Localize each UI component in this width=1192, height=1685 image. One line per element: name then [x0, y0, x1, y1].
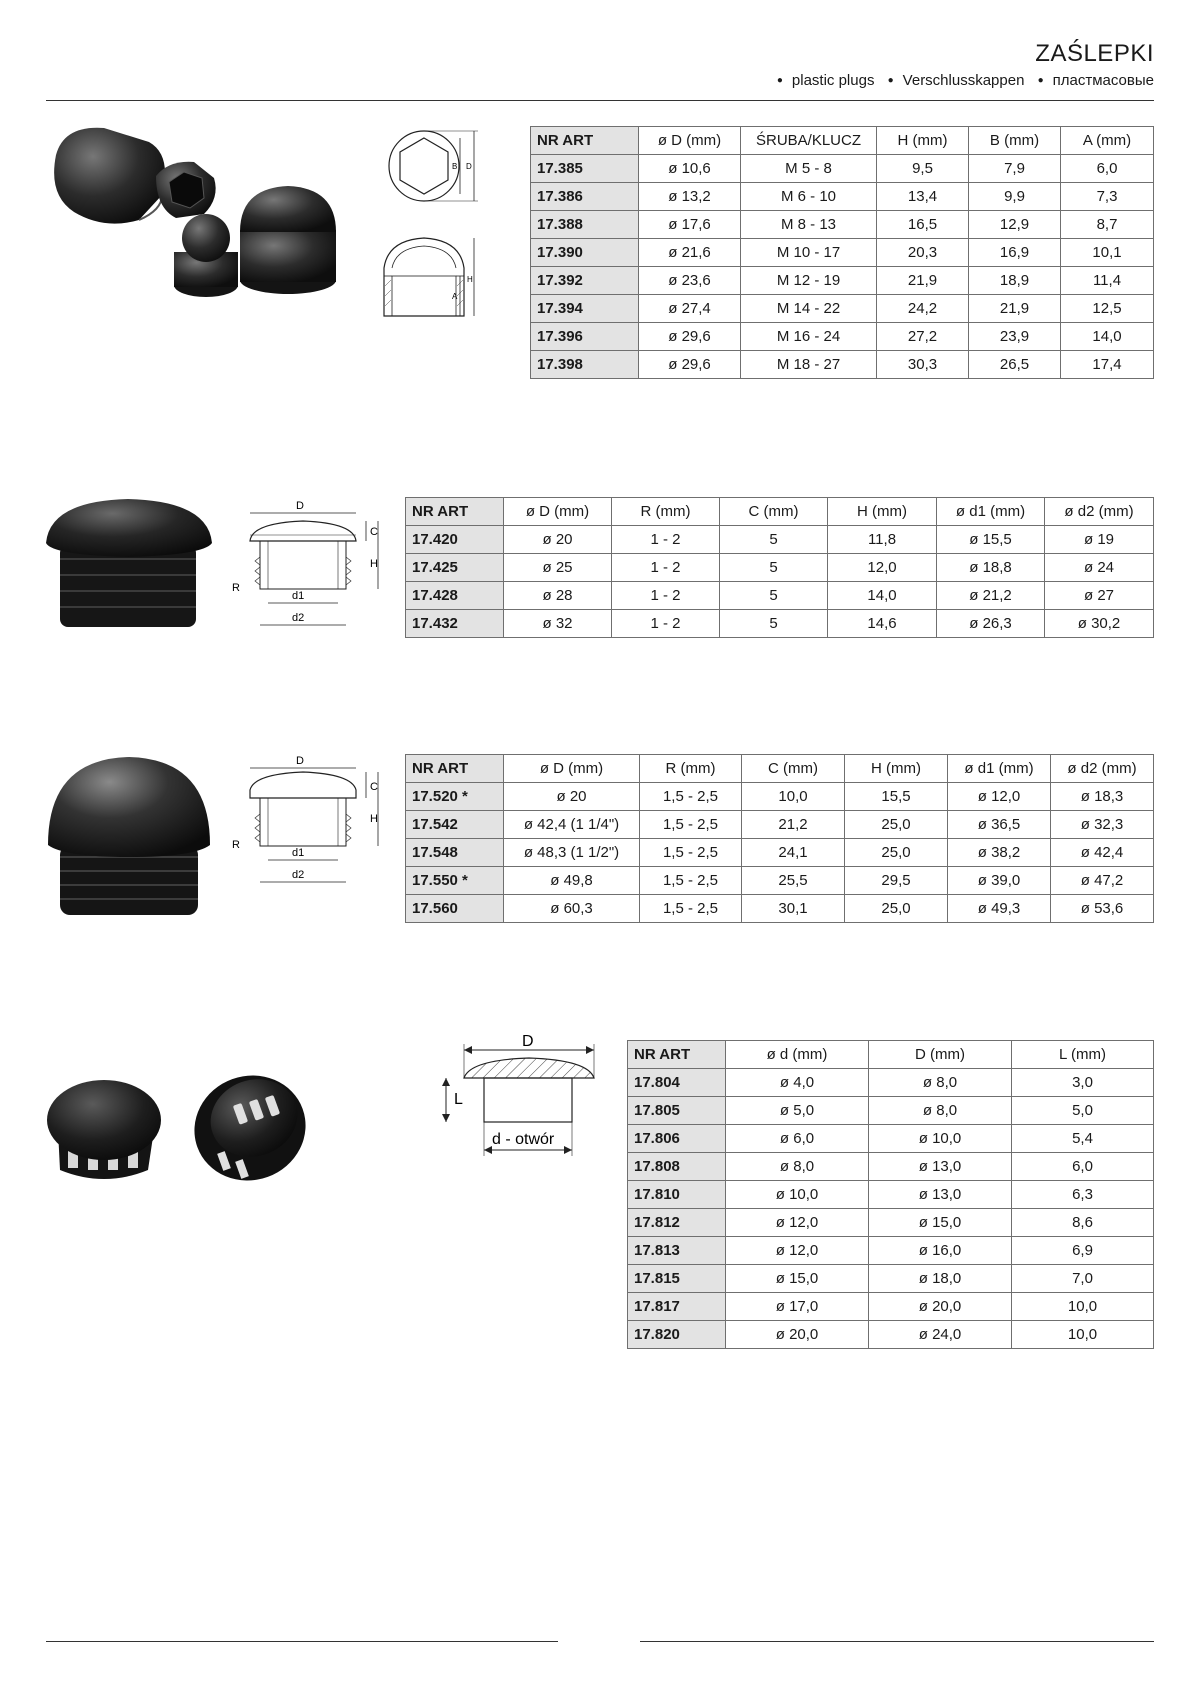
table-cell: ø 18,8 — [937, 554, 1045, 582]
table-row — [628, 1069, 1154, 1097]
table-cell: ø 16,0 — [869, 1237, 1012, 1265]
table-cell: 25,5 — [742, 867, 845, 895]
article-number: 17.550 * — [406, 867, 504, 895]
article-number: 17.542 — [406, 811, 504, 839]
hex-nut-caps-photo — [44, 120, 369, 325]
dim-label-r: R — [232, 839, 240, 851]
column-header: ø D (mm) — [639, 127, 741, 155]
table-cell: 21,9 — [877, 267, 969, 295]
column-header: ø D (mm) — [504, 755, 640, 783]
table-cell: ø 13,2 — [639, 183, 741, 211]
column-header: R (mm) — [612, 498, 720, 526]
header-divider — [46, 100, 1154, 101]
dim-label-c: C — [370, 526, 378, 538]
article-number: 17.812 — [628, 1209, 726, 1237]
table-row — [531, 295, 1154, 323]
hole-plugs-table — [627, 1040, 1154, 1349]
table-cell: ø 28 — [504, 582, 612, 610]
table-cell: ø 25 — [504, 554, 612, 582]
table-row — [531, 239, 1154, 267]
column-header: ø d2 (mm) — [1045, 498, 1154, 526]
table-cell: 16,5 — [877, 211, 969, 239]
table-row — [628, 1097, 1154, 1125]
subtitle-russian: пластмасовые — [1052, 72, 1154, 89]
table-cell: ø 15,0 — [869, 1209, 1012, 1237]
table-cell: ø 20,0 — [726, 1321, 869, 1349]
table-header-row — [531, 127, 1154, 155]
table-row — [406, 610, 1154, 638]
column-header: ø D (mm) — [504, 498, 612, 526]
dome-plugs-table — [405, 754, 1154, 923]
table-row — [406, 783, 1154, 811]
table-header-row — [406, 755, 1154, 783]
table-cell: 20,3 — [877, 239, 969, 267]
table-row — [406, 895, 1154, 923]
table-cell: 6,9 — [1012, 1237, 1154, 1265]
table-row — [406, 582, 1154, 610]
article-number: 17.385 — [531, 155, 639, 183]
table-cell: 7,3 — [1061, 183, 1154, 211]
table-cell: 5,4 — [1012, 1125, 1154, 1153]
table-cell: 10,1 — [1061, 239, 1154, 267]
article-number: 17.560 — [406, 895, 504, 923]
hole-plug-drawing — [440, 1030, 610, 1170]
table-row — [531, 183, 1154, 211]
table-cell: ø 19 — [1045, 526, 1154, 554]
table-cell: M 14 - 22 — [741, 295, 877, 323]
table-row — [406, 839, 1154, 867]
dim-label-d: D — [296, 755, 304, 767]
column-header: C (mm) — [720, 498, 828, 526]
table-cell: 18,9 — [969, 267, 1061, 295]
dim-label-d2: d2 — [292, 869, 305, 881]
table-cell: 6,0 — [1012, 1153, 1154, 1181]
table-cell: ø 17,6 — [639, 211, 741, 239]
table-row — [406, 867, 1154, 895]
table-cell: ø 13,0 — [869, 1153, 1012, 1181]
table-row — [628, 1293, 1154, 1321]
table-cell: ø 15,0 — [726, 1265, 869, 1293]
table-cell: ø 47,2 — [1051, 867, 1154, 895]
table-cell: ø 27 — [1045, 582, 1154, 610]
table-cell: M 8 - 13 — [741, 211, 877, 239]
article-number: 17.805 — [628, 1097, 726, 1125]
table-cell: ø 15,5 — [937, 526, 1045, 554]
table-cell: 30,3 — [877, 351, 969, 379]
article-number: 17.820 — [628, 1321, 726, 1349]
table-cell: 16,9 — [969, 239, 1061, 267]
table-cell: ø 12,0 — [726, 1209, 869, 1237]
article-number: 17.806 — [628, 1125, 726, 1153]
column-header: A (mm) — [1061, 127, 1154, 155]
table-cell: 25,0 — [845, 811, 948, 839]
article-number: 17.398 — [531, 351, 639, 379]
article-number: 17.428 — [406, 582, 504, 610]
article-number: 17.815 — [628, 1265, 726, 1293]
table-cell: 1 - 2 — [612, 610, 720, 638]
bullet-icon: ● — [776, 75, 783, 86]
table-cell: 23,9 — [969, 323, 1061, 351]
table-cell: ø 39,0 — [948, 867, 1051, 895]
table-row — [628, 1321, 1154, 1349]
table-cell: ø 6,0 — [726, 1125, 869, 1153]
flat-plug-drawing — [230, 495, 390, 635]
table-cell: ø 4,0 — [726, 1069, 869, 1097]
dome-ribbed-plug-photo — [44, 753, 219, 923]
table-cell: ø 36,5 — [948, 811, 1051, 839]
table-cell: 10,0 — [742, 783, 845, 811]
table-cell: ø 42,4 (1 1/4") — [504, 811, 640, 839]
dim-label-a: A — [452, 292, 458, 301]
table-cell: 8,6 — [1012, 1209, 1154, 1237]
dim-label-d1: d1 — [292, 847, 305, 859]
table-cell: 14,0 — [828, 582, 937, 610]
table-cell: 24,1 — [742, 839, 845, 867]
table-cell: ø 23,6 — [639, 267, 741, 295]
table-row — [406, 554, 1154, 582]
table-cell: M 6 - 10 — [741, 183, 877, 211]
bullet-icon: ● — [887, 75, 894, 86]
article-number: 17.386 — [531, 183, 639, 211]
dome-plug-drawing — [230, 752, 390, 892]
flat-ribbed-plug-photo — [44, 495, 219, 635]
table-row — [531, 155, 1154, 183]
column-header: R (mm) — [640, 755, 742, 783]
table-cell: ø 21,6 — [639, 239, 741, 267]
column-header: NR ART — [406, 755, 504, 783]
table-cell: 30,1 — [742, 895, 845, 923]
table-cell: 5 — [720, 526, 828, 554]
hex-cap-drawing — [378, 126, 516, 326]
article-number: 17.392 — [531, 267, 639, 295]
article-number: 17.396 — [531, 323, 639, 351]
table-cell: ø 27,4 — [639, 295, 741, 323]
table-cell: M 5 - 8 — [741, 155, 877, 183]
table-cell: 21,9 — [969, 295, 1061, 323]
table-cell: ø 30,2 — [1045, 610, 1154, 638]
table-cell: 10,0 — [1012, 1321, 1154, 1349]
table-cell: ø 10,0 — [726, 1181, 869, 1209]
column-header: H (mm) — [845, 755, 948, 783]
table-cell: ø 12,0 — [948, 783, 1051, 811]
column-header: C (mm) — [742, 755, 845, 783]
article-number: 17.520 * — [406, 783, 504, 811]
table-cell: 5 — [720, 582, 828, 610]
table-cell: ø 18,0 — [869, 1265, 1012, 1293]
table-cell: 21,2 — [742, 811, 845, 839]
dim-label-hole: d - otwór — [492, 1131, 555, 1148]
article-number: 17.813 — [628, 1237, 726, 1265]
dim-label-r: R — [232, 582, 240, 594]
table-cell: ø 29,6 — [639, 323, 741, 351]
table-cell: ø 13,0 — [869, 1181, 1012, 1209]
article-number: 17.432 — [406, 610, 504, 638]
article-number: 17.425 — [406, 554, 504, 582]
table-cell: ø 5,0 — [726, 1097, 869, 1125]
table-cell: 1,5 - 2,5 — [640, 895, 742, 923]
article-number: 17.804 — [628, 1069, 726, 1097]
column-header: ø d1 (mm) — [937, 498, 1045, 526]
table-cell: 10,0 — [1012, 1293, 1154, 1321]
article-number: 17.420 — [406, 526, 504, 554]
table-cell: 25,0 — [845, 895, 948, 923]
table-cell: ø 24 — [1045, 554, 1154, 582]
table-cell: ø 24,0 — [869, 1321, 1012, 1349]
table-row — [628, 1181, 1154, 1209]
table-cell: ø 10,6 — [639, 155, 741, 183]
page-subtitle — [768, 72, 1154, 89]
table-cell: ø 18,3 — [1051, 783, 1154, 811]
article-number: 17.388 — [531, 211, 639, 239]
column-header: D (mm) — [869, 1041, 1012, 1069]
column-header: H (mm) — [828, 498, 937, 526]
table-cell: 12,5 — [1061, 295, 1154, 323]
table-cell: 12,9 — [969, 211, 1061, 239]
column-header: NR ART — [628, 1041, 726, 1069]
table-cell: ø 20 — [504, 783, 640, 811]
table-cell: 11,8 — [828, 526, 937, 554]
table-row — [628, 1209, 1154, 1237]
dim-label-d: D — [466, 162, 472, 171]
table-row — [628, 1237, 1154, 1265]
article-number: 17.808 — [628, 1153, 726, 1181]
table-cell: 8,7 — [1061, 211, 1154, 239]
table-row — [531, 267, 1154, 295]
table-cell: 7,0 — [1012, 1265, 1154, 1293]
bullet-icon: ● — [1037, 75, 1044, 86]
column-header: NR ART — [531, 127, 639, 155]
table-header-row — [406, 498, 1154, 526]
hole-plugs-photo — [44, 1070, 314, 1200]
dim-label-l: L — [454, 1091, 463, 1108]
table-cell: 11,4 — [1061, 267, 1154, 295]
table-cell: 9,9 — [969, 183, 1061, 211]
page-title: ZAŚLEPKI — [1035, 40, 1154, 67]
table-cell: 6,0 — [1061, 155, 1154, 183]
dim-label-h: H — [370, 813, 378, 825]
table-cell: 7,9 — [969, 155, 1061, 183]
table-cell: ø 38,2 — [948, 839, 1051, 867]
table-cell: 1 - 2 — [612, 526, 720, 554]
table-cell: 29,5 — [845, 867, 948, 895]
table-row — [531, 211, 1154, 239]
table-cell: 1 - 2 — [612, 582, 720, 610]
dim-label-c: C — [370, 781, 378, 793]
table-cell: ø 8,0 — [726, 1153, 869, 1181]
table-cell: ø 26,3 — [937, 610, 1045, 638]
column-header: ŚRUBA/KLUCZ — [741, 127, 877, 155]
table-row — [628, 1265, 1154, 1293]
table-cell: 27,2 — [877, 323, 969, 351]
table-row — [531, 323, 1154, 351]
table-cell: 5,0 — [1012, 1097, 1154, 1125]
table-row — [628, 1153, 1154, 1181]
table-cell: ø 21,2 — [937, 582, 1045, 610]
table-cell: 24,2 — [877, 295, 969, 323]
table-cell: 1,5 - 2,5 — [640, 783, 742, 811]
table-cell: 3,0 — [1012, 1069, 1154, 1097]
dim-label-h: H — [370, 558, 378, 570]
column-header: NR ART — [406, 498, 504, 526]
dim-label-d1: d1 — [292, 590, 305, 602]
column-header: ø d1 (mm) — [948, 755, 1051, 783]
article-number: 17.394 — [531, 295, 639, 323]
table-cell: ø 49,8 — [504, 867, 640, 895]
table-row — [531, 351, 1154, 379]
table-row — [406, 526, 1154, 554]
table-cell: 1,5 - 2,5 — [640, 839, 742, 867]
table-cell: ø 42,4 — [1051, 839, 1154, 867]
table-cell: ø 49,3 — [948, 895, 1051, 923]
table-cell: ø 20,0 — [869, 1293, 1012, 1321]
dim-label-d2: d2 — [292, 612, 305, 624]
table-cell: 1 - 2 — [612, 554, 720, 582]
column-header: L (mm) — [1012, 1041, 1154, 1069]
table-cell: 15,5 — [845, 783, 948, 811]
table-cell: M 12 - 19 — [741, 267, 877, 295]
column-header: H (mm) — [877, 127, 969, 155]
subtitle-english: plastic plugs — [791, 72, 875, 89]
table-cell: ø 48,3 (1 1/2") — [504, 839, 640, 867]
table-cell: 26,5 — [969, 351, 1061, 379]
table-cell: ø 32 — [504, 610, 612, 638]
hex-caps-table — [530, 126, 1154, 379]
table-cell: ø 32,3 — [1051, 811, 1154, 839]
table-row — [628, 1125, 1154, 1153]
table-cell: ø 10,0 — [869, 1125, 1012, 1153]
column-header: B (mm) — [969, 127, 1061, 155]
table-cell: 25,0 — [845, 839, 948, 867]
table-cell: 13,4 — [877, 183, 969, 211]
table-cell: ø 8,0 — [869, 1069, 1012, 1097]
table-cell: M 10 - 17 — [741, 239, 877, 267]
table-cell: ø 20 — [504, 526, 612, 554]
table-header-row — [628, 1041, 1154, 1069]
table-cell: M 18 - 27 — [741, 351, 877, 379]
table-cell: 5 — [720, 610, 828, 638]
column-header: ø d (mm) — [726, 1041, 869, 1069]
flat-plugs-table — [405, 497, 1154, 638]
table-cell: 1,5 - 2,5 — [640, 811, 742, 839]
subtitle-german: Verschlusskappen — [902, 72, 1025, 89]
dim-label-b: B — [452, 162, 458, 171]
table-cell: ø 29,6 — [639, 351, 741, 379]
table-cell: 9,5 — [877, 155, 969, 183]
table-cell: ø 12,0 — [726, 1237, 869, 1265]
table-row — [406, 811, 1154, 839]
article-number: 17.817 — [628, 1293, 726, 1321]
dim-label-d: D — [296, 500, 304, 512]
table-cell: ø 17,0 — [726, 1293, 869, 1321]
table-cell: ø 8,0 — [869, 1097, 1012, 1125]
article-number: 17.810 — [628, 1181, 726, 1209]
dim-label-d: D — [522, 1033, 534, 1050]
footer-divider-right — [640, 1641, 1154, 1642]
table-cell: 14,0 — [1061, 323, 1154, 351]
article-number: 17.390 — [531, 239, 639, 267]
table-cell: 17,4 — [1061, 351, 1154, 379]
table-cell: 6,3 — [1012, 1181, 1154, 1209]
table-cell: ø 60,3 — [504, 895, 640, 923]
dim-label-h: H — [467, 275, 473, 284]
table-cell: 1,5 - 2,5 — [640, 867, 742, 895]
table-cell: ø 53,6 — [1051, 895, 1154, 923]
table-cell: 14,6 — [828, 610, 937, 638]
column-header: ø d2 (mm) — [1051, 755, 1154, 783]
table-cell: 5 — [720, 554, 828, 582]
article-number: 17.548 — [406, 839, 504, 867]
footer-divider-left — [46, 1641, 558, 1642]
table-cell: 12,0 — [828, 554, 937, 582]
table-cell: M 16 - 24 — [741, 323, 877, 351]
